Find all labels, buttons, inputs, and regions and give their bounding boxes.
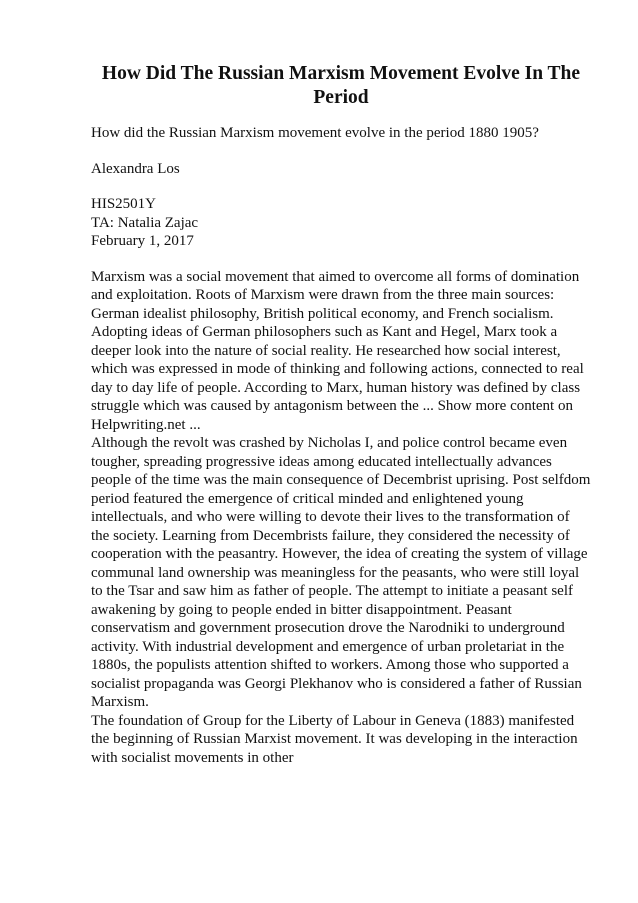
- document-date: February 1, 2017: [91, 233, 194, 249]
- paragraph-1: Marxism was a social movement that aimed to overcome all forms of domination and exploitation. Roots of Marxism were drawn from the three main sources: German idealist philosophy, British political economy, and French socialism. Adopting ideas of German philosophers such as Kant and Hegel, Marx took a deeper look into the nature of social reality. He researched how social interest, which was expressed in mode of thinking and following actions, connected to real day to day life of people. According to Marx, human history was defined by class struggle which was caused by antagonism between the ... Show more content on Helpwriting.net ...: [91, 268, 584, 433]
- paragraph-3: The foundation of Group for the Liberty of Labour in Geneva (1883) manifested the beginning of Russian Marxist movement. It was developing in the interaction with socialist movements in other: [91, 712, 578, 766]
- author-name: Alexandra Los: [91, 160, 180, 177]
- document-subtitle: How did the Russian Marxism movement evolve in the period 1880 1905?: [91, 125, 539, 141]
- course-code: HIS2501Y: [91, 196, 157, 212]
- document-meta: [91, 195, 591, 251]
- document-page: [91, 62, 591, 767]
- paragraph-2: Although the revolt was crashed by Nicholas I, and police control became even tougher, spreading progressive ideas among educated intellectually advances people of the time was the main consequence of Decembrist uprising. Post selfdom period featured the emergence of critical minded and enlightened young intellectuals, and who were willing to devote their lives to the transformation of the society. Learning from Decembrists failure, they considered the necessity of cooperation with the peasantry. However, the idea of creating the system of village communal land ownership was meaningless for the peasants, who were still loyal to the Tsar and saw him as father of people. The attempt to initiate a peasant self awakening by going to people ended in bitter disappointment. Peasant conservatism and government prosecution drove the Narodniki to underground activity. With industrial development and emergence of urban proletariat in the 1880s, the populists attention shifted to workers. Among those who supported a socialist propaganda was Georgi Plekhanov who is considered a father of Russian Marxism.: [91, 435, 591, 710]
- document-title: How Did The Russian Marxism Movement Evolve In The Period: [101, 63, 581, 108]
- body-text: [91, 268, 591, 768]
- teaching-assistant: TA: Natalia Zajac: [91, 214, 199, 231]
